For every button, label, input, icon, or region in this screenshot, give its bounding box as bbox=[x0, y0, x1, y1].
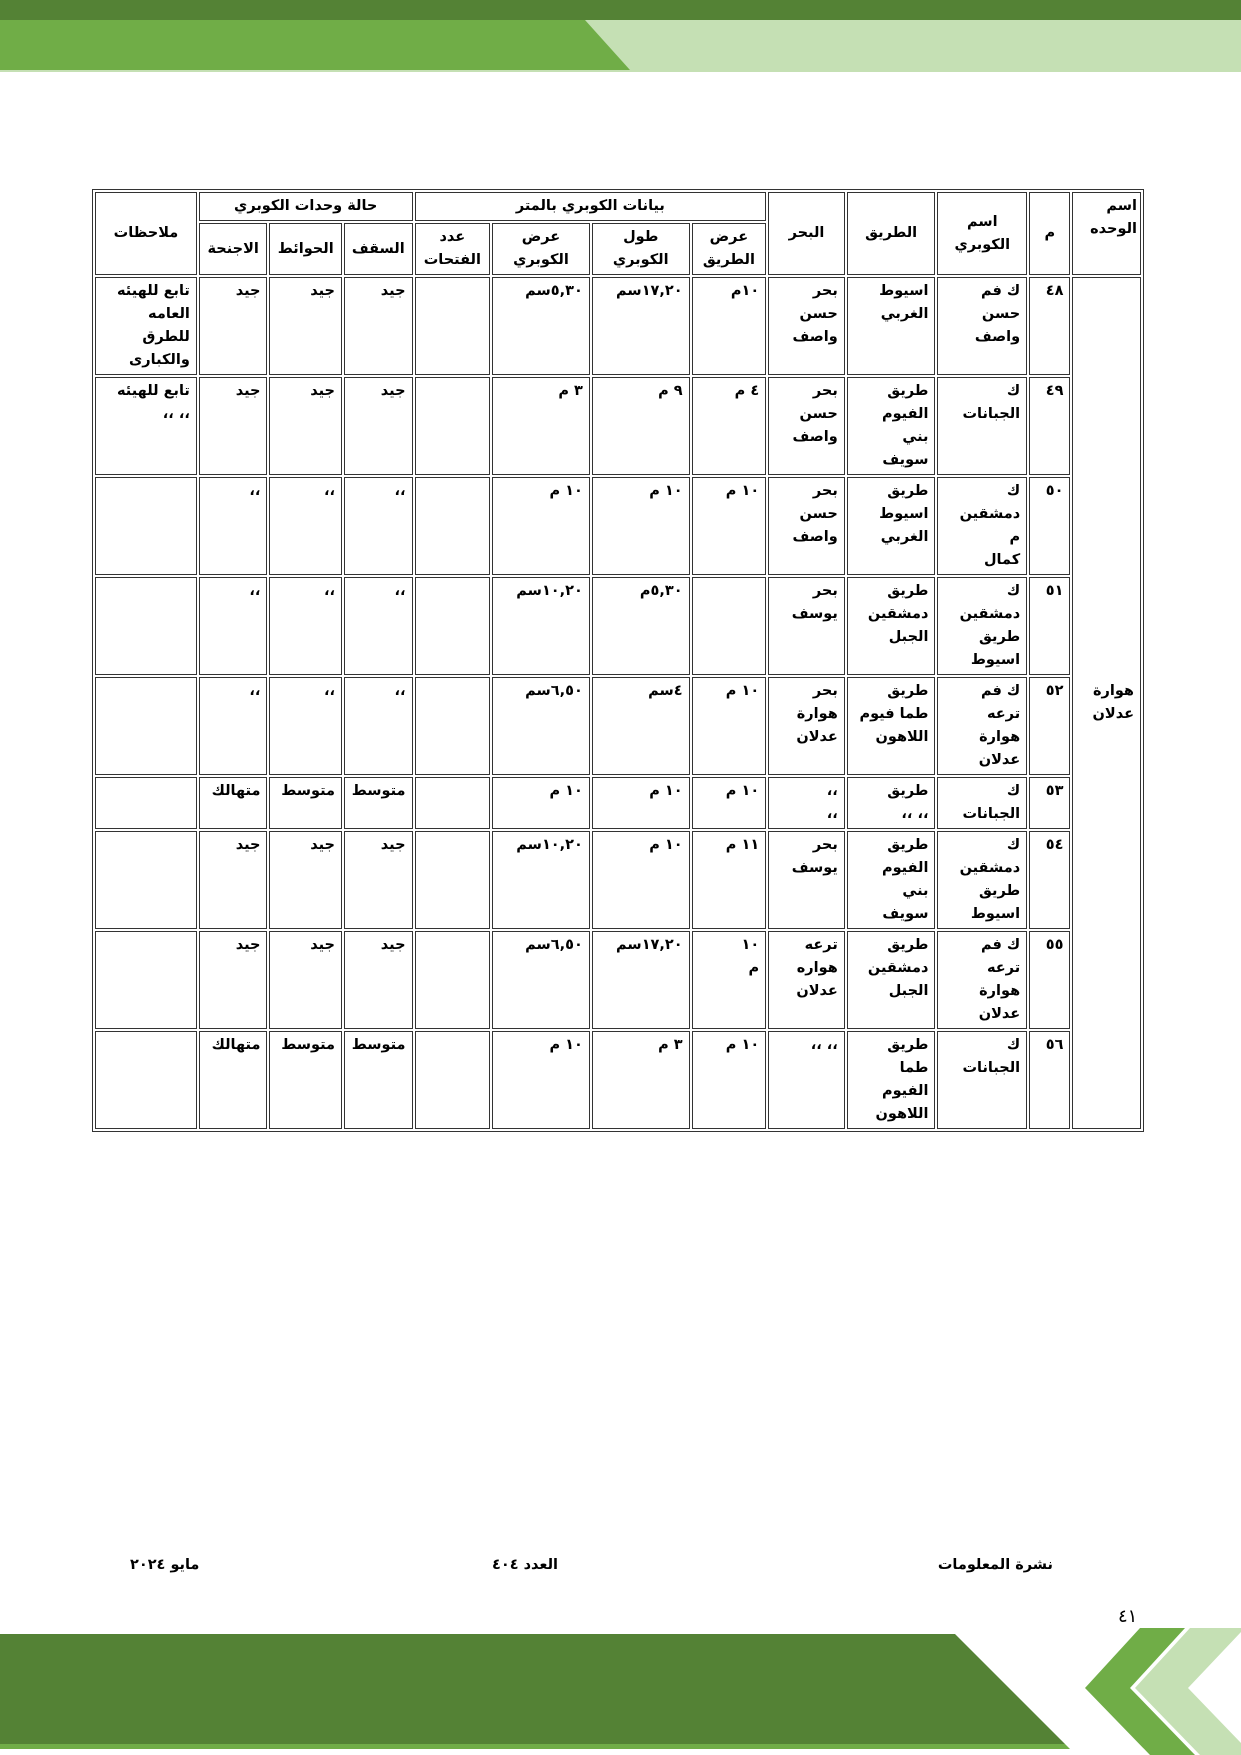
cell-roof: ،، bbox=[344, 577, 413, 675]
cell-bridge-name: ك فم حسن واصف bbox=[937, 277, 1027, 375]
cell-m: ٤٨ bbox=[1029, 277, 1070, 375]
cell-road-width: ١١ م bbox=[692, 831, 767, 929]
cell-bridge-width: ٣ م bbox=[492, 377, 590, 475]
cell-walls: جيد bbox=[269, 931, 342, 1029]
cell-bridge-name: ك فم ترعه هوارة عدلان bbox=[937, 677, 1027, 775]
header-bridge-name: اسم الكوبري bbox=[937, 192, 1027, 275]
cell-roof: جيد bbox=[344, 277, 413, 375]
table-row bbox=[95, 1031, 1141, 1129]
table-row bbox=[95, 831, 1141, 929]
unit-name-cell: هوارة عدلان bbox=[1072, 277, 1141, 1129]
cell-notes: تابع للهيئه العامه للطرق والكبارى bbox=[95, 277, 197, 375]
cell-wings: ،، bbox=[199, 677, 268, 775]
cell-bridge-length: ١٧,٢٠سم bbox=[592, 931, 690, 1029]
table-row bbox=[95, 477, 1141, 575]
cell-bridge-length: ١٠ م bbox=[592, 777, 690, 829]
cell-wings: متهالك bbox=[199, 1031, 268, 1129]
header-road-width: عرض الطريق bbox=[692, 223, 767, 275]
cell-wings: جيد bbox=[199, 831, 268, 929]
cell-spans bbox=[415, 377, 491, 475]
cell-spans bbox=[415, 477, 491, 575]
cell-bridge-length: ٤سم bbox=[592, 677, 690, 775]
header-roof: السقف bbox=[344, 223, 413, 275]
cell-m: ٥٣ bbox=[1029, 777, 1070, 829]
header-bridge-length: طول الكوبري bbox=[592, 223, 690, 275]
table-row bbox=[95, 277, 1141, 375]
cell-road: اسيوط الغربي bbox=[847, 277, 936, 375]
cell-roof: ،، bbox=[344, 677, 413, 775]
table-row bbox=[95, 577, 1141, 675]
cell-roof: جيد bbox=[344, 931, 413, 1029]
cell-notes bbox=[95, 831, 197, 929]
cell-walls: جيد bbox=[269, 277, 342, 375]
cell-road-width bbox=[692, 577, 767, 675]
cell-bridge-name: ك الجبانات bbox=[937, 777, 1027, 829]
header-sea: البحر bbox=[768, 192, 845, 275]
header-road: الطريق bbox=[847, 192, 936, 275]
cell-sea: بحر حسن واصف bbox=[768, 377, 845, 475]
cell-m: ٥٠ bbox=[1029, 477, 1070, 575]
table-header-row bbox=[95, 192, 1141, 221]
cell-bridge-name: ك دمشقين طريق اسيوط bbox=[937, 831, 1027, 929]
cell-bridge-width: ١٠ م bbox=[492, 777, 590, 829]
cell-wings: جيد bbox=[199, 377, 268, 475]
cell-wings: ،، bbox=[199, 477, 268, 575]
cell-bridge-width: ١٠ م bbox=[492, 477, 590, 575]
header-notes: ملاحظات bbox=[95, 192, 197, 275]
cell-bridge-length: ١٧,٢٠سم bbox=[592, 277, 690, 375]
cell-spans bbox=[415, 277, 491, 375]
cell-bridge-length: ١٠ م bbox=[592, 477, 690, 575]
cell-m: ٥٢ bbox=[1029, 677, 1070, 775]
cell-bridge-name: ك دمشقين طريق اسيوط bbox=[937, 577, 1027, 675]
table-row bbox=[95, 931, 1141, 1029]
cell-notes: تابع للهيئه ،، ،، bbox=[95, 377, 197, 475]
table-row bbox=[95, 377, 1141, 475]
cell-sea: بحر حسن واصف bbox=[768, 277, 845, 375]
bridges-table-container bbox=[92, 189, 1144, 1132]
cell-roof: متوسط bbox=[344, 777, 413, 829]
cell-bridge-width: ١٠ م bbox=[492, 1031, 590, 1129]
cell-notes bbox=[95, 577, 197, 675]
footer-date: مايو ٢٠٢٤ bbox=[130, 1557, 200, 1573]
header-band bbox=[0, 0, 1241, 72]
cell-road: طريق دمشقين الجبل bbox=[847, 577, 936, 675]
cell-notes bbox=[95, 931, 197, 1029]
cell-wings: متهالك bbox=[199, 777, 268, 829]
cell-notes bbox=[95, 777, 197, 829]
cell-road-width: ١٠ م bbox=[692, 777, 767, 829]
cell-m: ٥٥ bbox=[1029, 931, 1070, 1029]
table-row bbox=[95, 777, 1141, 829]
cell-walls: ،، bbox=[269, 477, 342, 575]
cell-notes bbox=[95, 677, 197, 775]
cell-road: طريق الفيوم بني سويف bbox=[847, 377, 936, 475]
cell-bridge-length: ٥,٣٠م bbox=[592, 577, 690, 675]
cell-walls: جيد bbox=[269, 831, 342, 929]
cell-spans bbox=[415, 1031, 491, 1129]
header-unit-name: اسم الوحده bbox=[1072, 192, 1141, 275]
header-bridge-width: عرض الكوبري bbox=[492, 223, 590, 275]
cell-road: طريق اسيوط الغربي bbox=[847, 477, 936, 575]
cell-m: ٤٩ bbox=[1029, 377, 1070, 475]
cell-sea: بحر يوسف bbox=[768, 831, 845, 929]
cell-notes bbox=[95, 477, 197, 575]
cell-spans bbox=[415, 677, 491, 775]
cell-spans bbox=[415, 831, 491, 929]
cell-m: ٥١ bbox=[1029, 577, 1070, 675]
cell-wings: جيد bbox=[199, 931, 268, 1029]
cell-wings: ،، bbox=[199, 577, 268, 675]
cell-spans bbox=[415, 577, 491, 675]
page-number: ٤١ bbox=[1118, 1606, 1138, 1627]
cell-wings: جيد bbox=[199, 277, 268, 375]
cell-sea: ،، ،، bbox=[768, 1031, 845, 1129]
table-row bbox=[95, 677, 1141, 775]
cell-walls: متوسط bbox=[269, 777, 342, 829]
cell-walls: ،، bbox=[269, 577, 342, 675]
cell-road-width: ٤ م bbox=[692, 377, 767, 475]
cell-spans bbox=[415, 931, 491, 1029]
cell-bridge-length: ٩ م bbox=[592, 377, 690, 475]
header-group-condition: حالة وحدات الكوبري bbox=[199, 192, 413, 221]
header-walls: الحوائط bbox=[269, 223, 342, 275]
cell-bridge-name: ك دمشقين م كمال bbox=[937, 477, 1027, 575]
cell-walls: ،، bbox=[269, 677, 342, 775]
cell-sea: بحر حسن واصف bbox=[768, 477, 845, 575]
cell-m: ٥٤ bbox=[1029, 831, 1070, 929]
cell-road-width: ١٠ م bbox=[692, 1031, 767, 1129]
footer-band bbox=[0, 1628, 1241, 1755]
cell-spans bbox=[415, 777, 491, 829]
cell-sea: ترعه هواره عدلان bbox=[768, 931, 845, 1029]
cell-sea: ،، ،، bbox=[768, 777, 845, 829]
cell-road-width: ١٠ م bbox=[692, 477, 767, 575]
header-spans: عدد الفتحات bbox=[415, 223, 491, 275]
cell-road-width: ١٠م bbox=[692, 277, 767, 375]
cell-road: طريق طما الفيوم اللاهون bbox=[847, 1031, 936, 1129]
cell-bridge-width: ٦,٥٠سم bbox=[492, 931, 590, 1029]
cell-bridge-width: ٦,٥٠سم bbox=[492, 677, 590, 775]
cell-road: طريق دمشقين الجبل bbox=[847, 931, 936, 1029]
cell-sea: بحر يوسف bbox=[768, 577, 845, 675]
cell-bridge-length: ١٠ م bbox=[592, 831, 690, 929]
footer-publication: نشرة المعلومات bbox=[937, 1557, 1053, 1573]
cell-bridge-width: ٥,٣٠سم bbox=[492, 277, 590, 375]
cell-road: طريق طما فيوم اللاهون bbox=[847, 677, 936, 775]
header-wings: الاجنحة bbox=[199, 223, 268, 275]
cell-notes bbox=[95, 1031, 197, 1129]
header-m: م bbox=[1029, 192, 1070, 275]
cell-road: طريق ،، ،، bbox=[847, 777, 936, 829]
cell-sea: بحر هوارة عدلان bbox=[768, 677, 845, 775]
cell-roof: ،، bbox=[344, 477, 413, 575]
cell-road-width: ١٠ م bbox=[692, 677, 767, 775]
cell-roof: جيد bbox=[344, 377, 413, 475]
cell-walls: جيد bbox=[269, 377, 342, 475]
cell-bridge-width: ١٠,٢٠سم bbox=[492, 831, 590, 929]
cell-bridge-length: ٣ م bbox=[592, 1031, 690, 1129]
cell-bridge-name: ك الجبانات bbox=[937, 377, 1027, 475]
bridges-table bbox=[92, 189, 1144, 1132]
cell-m: ٥٦ bbox=[1029, 1031, 1070, 1129]
cell-road: طريق الفيوم بني سويف bbox=[847, 831, 936, 929]
header-group-bridge-data: بيانات الكوبري بالمتر bbox=[415, 192, 767, 221]
cell-road-width: ١٠ م bbox=[692, 931, 767, 1029]
cell-bridge-name: ك فم ترعه هوارة عدلان bbox=[937, 931, 1027, 1029]
cell-bridge-width: ١٠,٢٠سم bbox=[492, 577, 590, 675]
cell-roof: جيد bbox=[344, 831, 413, 929]
cell-roof: متوسط bbox=[344, 1031, 413, 1129]
footer-issue: العدد ٤٠٤ bbox=[492, 1557, 559, 1573]
cell-bridge-name: ك الجبانات bbox=[937, 1031, 1027, 1129]
cell-walls: متوسط bbox=[269, 1031, 342, 1129]
